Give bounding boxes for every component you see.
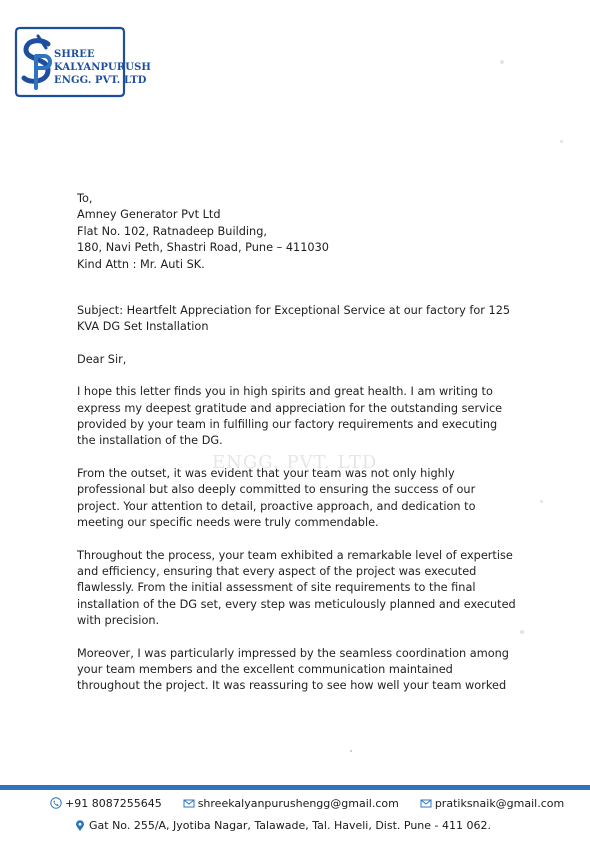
- footer-rule: [0, 785, 590, 790]
- company-name-line2: KALYANPURUSH: [54, 62, 151, 73]
- letter-body: [77, 191, 517, 695]
- recipient-company: Amney Generator Pvt Ltd: [77, 208, 221, 222]
- speck: [350, 750, 352, 752]
- footer-phone[interactable]: +91 8087255645: [65, 796, 162, 810]
- email-icon: [183, 797, 195, 809]
- company-name: [54, 48, 151, 87]
- to-line: To,: [77, 192, 93, 205]
- salutation: Dear Sir,: [77, 352, 127, 366]
- paragraph: From the outset, it was evident that your team was not only highly professional but also deeply committed to ensuring the success of our project. Your attention to detail, proactive approach, and dedication to meeting our specific needs were truly commendable.: [77, 466, 476, 530]
- paragraph: Moreover, I was particularly impressed by the seamless coordination among your team members and the excellent communication maintained throughout the project. It was reassuring to see how well your team worked: [77, 646, 509, 693]
- recipient-address-1: Flat No. 102, Ratnadeep Building,: [77, 224, 267, 238]
- footer-address-line: [74, 819, 491, 832]
- subject-line: Subject: Heartfelt Appreciation for Exceptional Service at our factory for 125 KVA DG Set Installation: [77, 304, 511, 334]
- speck: [540, 500, 543, 503]
- skp-monogram-icon: [18, 34, 58, 92]
- speck: [520, 630, 524, 634]
- footer-address: Gat No. 255/A, Jyotiba Nagar, Talawade, Tal. Haveli, Dist. Pune - 411 062.: [89, 819, 491, 832]
- location-pin-icon: [74, 820, 86, 832]
- recipient-attn: Kind Attn : Mr. Auti SK.: [77, 257, 205, 271]
- email-icon: [420, 797, 432, 809]
- paragraph: I hope this letter finds you in high spirits and great health. I am writing to express my deepest gratitude and appreciation for the outstanding service provided by your team in fulfilling our factory requirements and executing the installation of the DG.: [77, 385, 503, 448]
- company-logo: [14, 26, 151, 98]
- speck: [560, 140, 563, 143]
- company-name-line3: ENGG. PVT. LTD: [54, 75, 147, 86]
- speck: [500, 60, 504, 64]
- recipient-block: [77, 191, 517, 273]
- company-name-line1: SHREE: [54, 49, 95, 60]
- footer-email-2[interactable]: pratiksnaik@gmail.com: [434, 796, 565, 810]
- watermark: ENGG. PVT. LTD: [212, 452, 378, 473]
- paragraph: Throughout the process, your team exhibited a remarkable level of expertise and efficiency, ensuring that every aspect of the project was executed flawlessly. From the initial assessment of site requirements to the final installation of the DG set, every step was meticulously planned and executed with precision.: [77, 548, 516, 628]
- footer-contacts: [50, 796, 580, 810]
- phone-icon: [50, 797, 62, 809]
- recipient-address-2: 180, Navi Peth, Shastri Road, Pune – 411030: [77, 241, 329, 255]
- footer-email-1[interactable]: shreekalyanpurushengg@gmail.com: [197, 796, 399, 810]
